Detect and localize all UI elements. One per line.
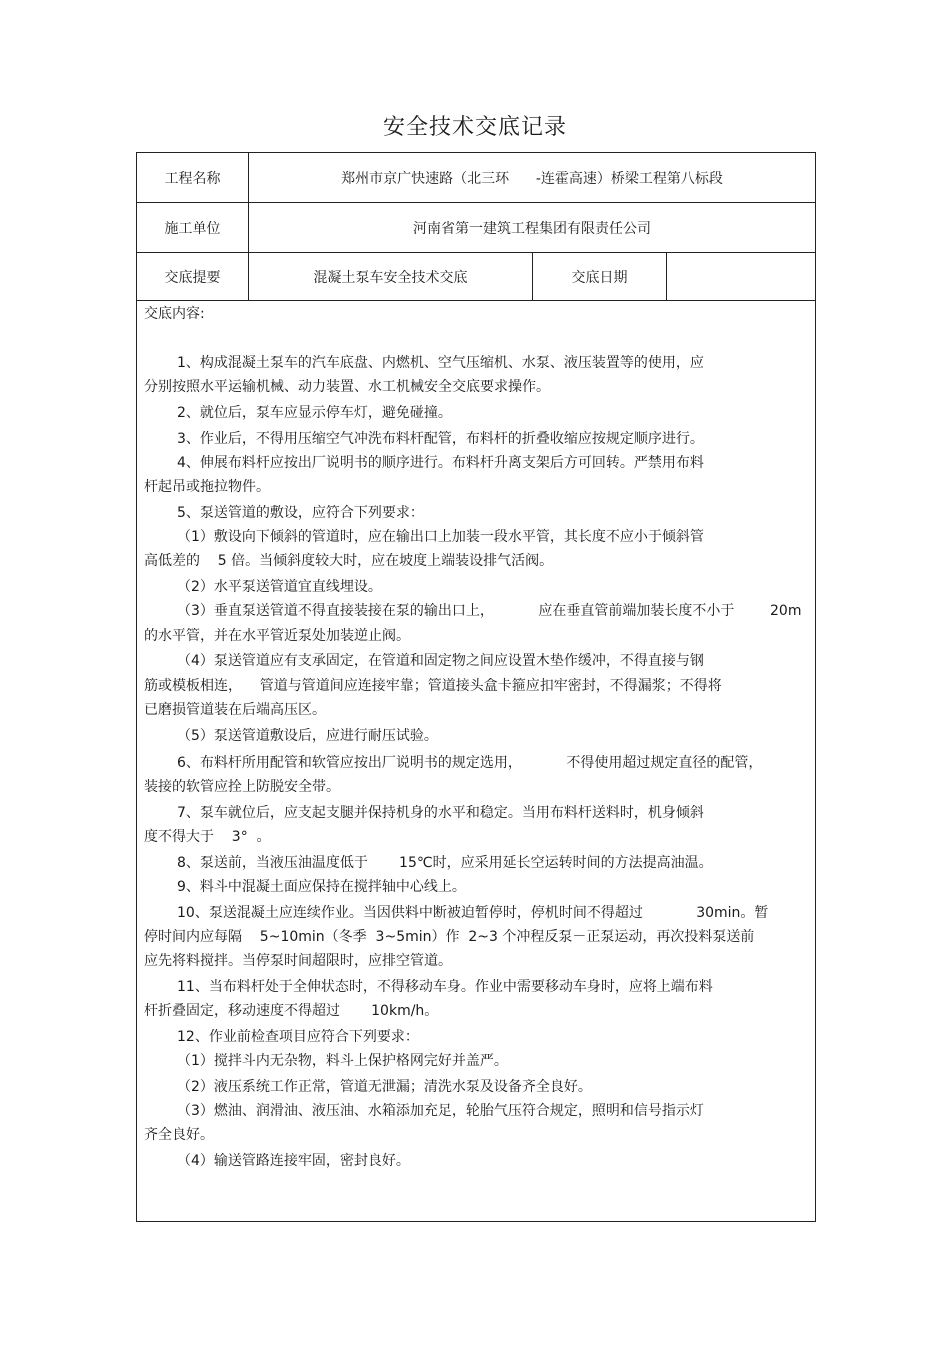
content-line-8: （1）敷设向下倾斜的管道时，应在输出口上加装一段水平管，其长度不应小于倾斜管 — [177, 529, 704, 545]
content-line-22: 9、料斗中混凝土面应保持在搅拌轴中心线上。 — [177, 879, 466, 895]
construction-unit-row — [137, 203, 816, 253]
content-line-2: 分别按照水平运输机械、动力装置、水工机械安全交底要求操作。 — [144, 379, 550, 395]
date-label: 交底日期 — [533, 253, 667, 301]
content-line-14: 筋或模板相连， 管道与管道间应连接牢靠；管道接头盒卡箍应扣牢密封，不得漏浆；不得将 — [144, 678, 722, 694]
content-line-29: （1）搅拌斗内无杂物，料斗上保护格网完好并盖严。 — [177, 1053, 508, 1069]
content-line-25: 应先将料搅拌。当停泵时间超限时，应排空管道。 — [144, 953, 452, 969]
content-row — [137, 301, 816, 1222]
content-line-5: 4、伸展布料杆应按出厂说明书的顺序进行。布料杆升离支架后方可回转。严禁用布料 — [177, 455, 704, 471]
content-line-30: （2）液压系统工作正常，管道无泄漏；清洗水泵及设备齐全良好。 — [177, 1079, 592, 1095]
project-name-row — [137, 153, 816, 203]
content-line-9: 高低差的 5 倍。当倾斜度较大时，应在坡度上端装设排气活阀。 — [144, 553, 554, 569]
project-name-label: 工程名称 — [137, 153, 249, 203]
content-line-13: （4）泵送管道应有支承固定，在管道和固定物之间应设置木垫作缓冲，不得直接与钢 — [177, 653, 704, 669]
content-label: 交底内容: — [144, 306, 205, 322]
content-line-12: 的水平管，并在水平管近泵处加装逆止阀。 — [144, 628, 410, 644]
summary-row — [137, 253, 816, 301]
content-line-19: 7、泵车就位后，应支起支腿并保持机身的水平和稳定。当用布料杆送料时，机身倾斜 — [177, 805, 704, 821]
content-line-6: 杆起吊或拖拉物件。 — [144, 479, 270, 495]
date-value — [667, 253, 816, 301]
construction-unit-label: 施工单位 — [137, 203, 249, 253]
content-line-21: 8、泵送前，当液压油温度低于 15℃时，应采用延长空运转时间的方法提高油温。 — [177, 855, 713, 871]
content-line-7: 5、泵送管道的敷设，应符合下列要求： — [177, 505, 424, 521]
content-line-10: （2）水平泵送管道宜直线埋设。 — [177, 579, 382, 595]
content-line-15: 已磨损管道装在后端高压区。 — [144, 702, 326, 718]
content-line-27: 杆折叠固定，移动速度不得超过 10km/h。 — [144, 1003, 439, 1019]
content-line-24: 停时间内应每隔 5~10min（冬季 3~5min）作 2~3 个冲程反泵－正泵运动，再次投料泵送前 — [144, 929, 755, 945]
disclosure-form-table — [136, 152, 816, 1222]
content-line-33: （4）输送管路连接牢固，密封良好。 — [177, 1153, 410, 1169]
content-line-3: 2、就位后，泵车应显示停车灯，避免碰撞。 — [177, 405, 452, 421]
content-body — [137, 301, 815, 1221]
content-line-20: 度不得大于 3° 。 — [144, 829, 271, 845]
content-line-23: 10、泵送混凝土应连续作业。当因供料中断被迫暂停时，停机时间不得超过 30min。暂 — [177, 905, 769, 921]
content-line-17: 6、布料杆所用配管和软管应按出厂说明书的规定选用， 不得使用超过规定直径的配管， — [177, 755, 763, 771]
document-title: 安全技术交底记录 — [382, 115, 567, 140]
content-line-18: 装接的软管应拴上防脱安全带。 — [144, 779, 340, 795]
project-name-value: 郑州市京广快速路（北三环 -连霍高速）桥梁工程第八标段 — [249, 153, 816, 203]
summary-label: 交底提要 — [137, 253, 249, 301]
content-line-1: 1、构成混凝土泵车的汽车底盘、内燃机、空气压缩机、水泵、液压装置等的使用，应 — [177, 355, 704, 371]
content-line-31: （3）燃油、润滑油、液压油、水箱添加充足，轮胎气压符合规定，照明和信号指示灯 — [177, 1103, 704, 1119]
construction-unit-value: 河南省第一建筑工程集团有限责任公司 — [249, 203, 816, 253]
content-cell — [137, 301, 816, 1222]
content-line-11: （3）垂直泵送管道不得直接装接在泵的输出口上， 应在垂直管前端加装长度不小于 20m — [177, 603, 802, 619]
content-line-26: 11、当布料杆处于全伸状态时，不得移动车身。作业中需要移动车身时，应将上端布料 — [177, 979, 713, 995]
content-line-16: （5）泵送管道敷设后，应进行耐压试验。 — [177, 728, 438, 744]
content-line-32: 齐全良好。 — [144, 1127, 214, 1143]
content-line-28: 12、作业前检查项目应符合下列要求： — [177, 1029, 419, 1045]
content-line-4: 3、作业后，不得用压缩空气冲洗布料杆配管，布料杆的折叠收缩应按规定顺序进行。 — [177, 431, 704, 447]
summary-value: 混凝土泵车安全技术交底 — [249, 253, 533, 301]
